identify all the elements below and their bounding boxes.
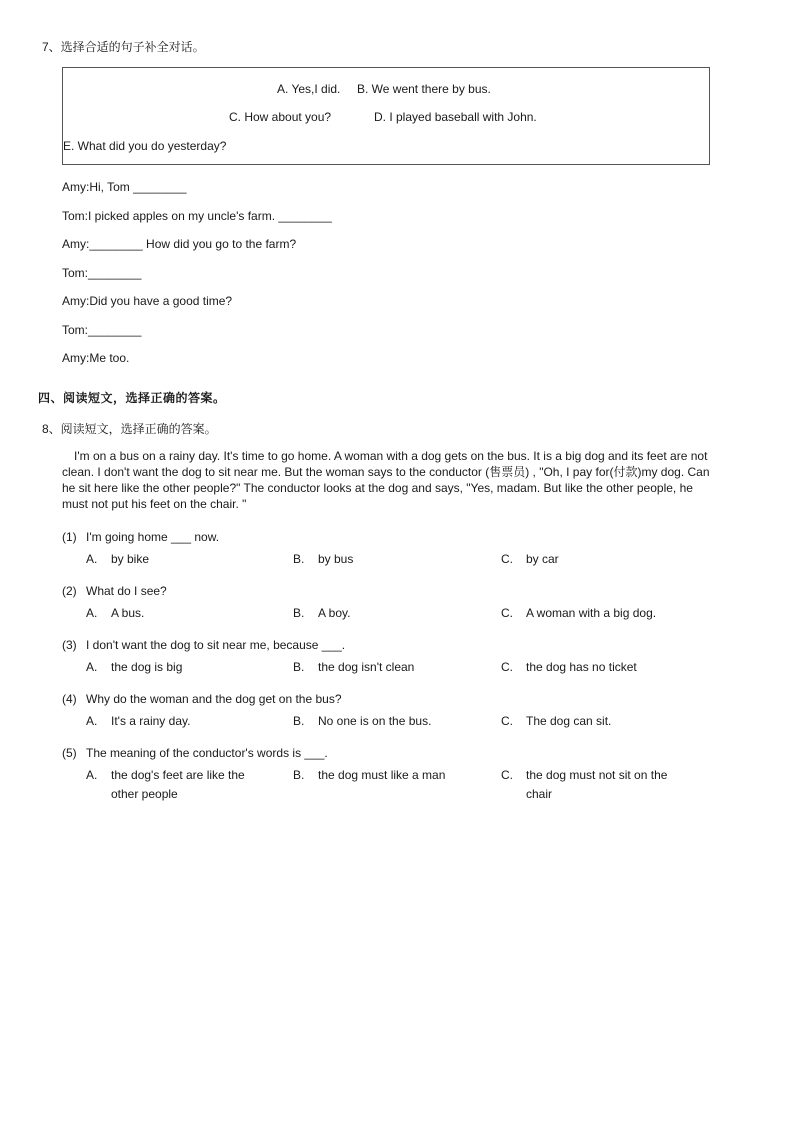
dialogue-line-1: Amy:Hi, Tom ________ <box>62 180 187 194</box>
dialogue-line-4: Tom:________ <box>62 266 142 280</box>
subq-5-choice-a[interactable]: the dog's feet are like the other people <box>111 768 245 801</box>
dialogue-line-3: Amy:________ How did you go to the farm? <box>62 237 297 251</box>
subq-3-choice-c-letter: C. <box>501 660 513 674</box>
subq-5-number: (5) <box>62 746 77 760</box>
subq-2-choice-b-letter: B. <box>293 606 305 620</box>
subq-4-choice-b[interactable]: No one is on the bus. <box>318 714 432 728</box>
subq-5-choice-b[interactable]: the dog must like a man <box>318 768 446 782</box>
subq-1-choice-c[interactable]: by car <box>526 552 559 566</box>
subq-2-choice-c[interactable]: A woman with a big dog. <box>526 606 657 620</box>
option-a: A. Yes,I did. <box>277 82 341 96</box>
subq-5-choice-c[interactable]: the dog must not sit on the chair <box>526 768 668 801</box>
subq-4-choice-b-letter: B. <box>293 714 305 728</box>
subq-3-text: I don't want the dog to sit near me, because ___. <box>86 638 346 652</box>
subq-4-text: Why do the woman and the dog get on the bus? <box>86 692 342 706</box>
options-box <box>62 67 710 165</box>
subq-4-choice-a-letter: A. <box>86 714 98 728</box>
subq-1-choice-a[interactable]: by bike <box>111 552 150 566</box>
subq-1-choice-b-letter: B. <box>293 552 305 566</box>
subq-3-number: (3) <box>62 638 77 652</box>
subq-2-choice-a[interactable]: A bus. <box>111 606 145 620</box>
question-7-header: 7、选择合适的句子补全对话。 <box>42 40 205 54</box>
subq-3-choice-b-letter: B. <box>293 660 305 674</box>
reading-passage: I'm on a bus on a rainy day. It's time to go home. A woman with a dog gets on the bus. It is a big dog and its feet are not clean. I don't want the dog to sit near me. But the woman says to the conductor (售票员) , "Oh, I pay for(付款)my dog. Can he sit here like the other people?" The conductor looks at the dog and says, "Yes, madam. But like the other people, he must not put his feet on the chair. " <box>62 449 710 511</box>
subq-4-number: (4) <box>62 692 77 706</box>
subq-5-choice-a-letter: A. <box>86 768 98 782</box>
subq-5-choice-b-letter: B. <box>293 768 305 782</box>
option-b: B. We went there by bus. <box>357 82 491 96</box>
subq-3-choice-a-letter: A. <box>86 660 98 674</box>
section-4-title: 四、阅读短文，选择正确的答案。 <box>38 391 226 405</box>
subq-3-choice-c[interactable]: the dog has no ticket <box>526 660 637 674</box>
subq-2-choice-c-letter: C. <box>501 606 513 620</box>
dialogue-line-7: Amy:Me too. <box>62 351 130 365</box>
subq-2-choice-b[interactable]: A boy. <box>318 606 351 620</box>
subq-1-choice-a-letter: A. <box>86 552 98 566</box>
subq-3-choice-a[interactable]: the dog is big <box>111 660 183 674</box>
subq-4-choice-c-letter: C. <box>501 714 513 728</box>
question-8-header: 8、阅读短文，选择正确的答案。 <box>42 422 217 436</box>
option-d: D. I played baseball with John. <box>374 110 537 124</box>
subq-1-choice-b[interactable]: by bus <box>318 552 354 566</box>
dialogue-line-2: Tom:I picked apples on my uncle's farm. ________ <box>62 209 332 223</box>
dialogue-line-5: Amy:Did you have a good time? <box>62 294 233 308</box>
option-c: C. How about you? <box>229 110 332 124</box>
subq-1-text: I'm going home ___ now. <box>86 530 220 544</box>
subq-4-choice-c[interactable]: The dog can sit. <box>526 714 612 728</box>
subq-1-number: (1) <box>62 530 77 544</box>
option-e: E. What did you do yesterday? <box>63 139 227 153</box>
subq-4-choice-a[interactable]: It's a rainy day. <box>111 714 191 728</box>
subq-2-text: What do I see? <box>86 584 167 598</box>
subq-1-choice-c-letter: C. <box>501 552 513 566</box>
subq-2-number: (2) <box>62 584 77 598</box>
subq-5-text: The meaning of the conductor's words is ___. <box>86 746 328 760</box>
subq-5-choice-c-letter: C. <box>501 768 513 782</box>
subq-2-choice-a-letter: A. <box>86 606 98 620</box>
dialogue-line-6: Tom:________ <box>62 323 142 337</box>
subq-3-choice-b[interactable]: the dog isn't clean <box>318 660 415 674</box>
